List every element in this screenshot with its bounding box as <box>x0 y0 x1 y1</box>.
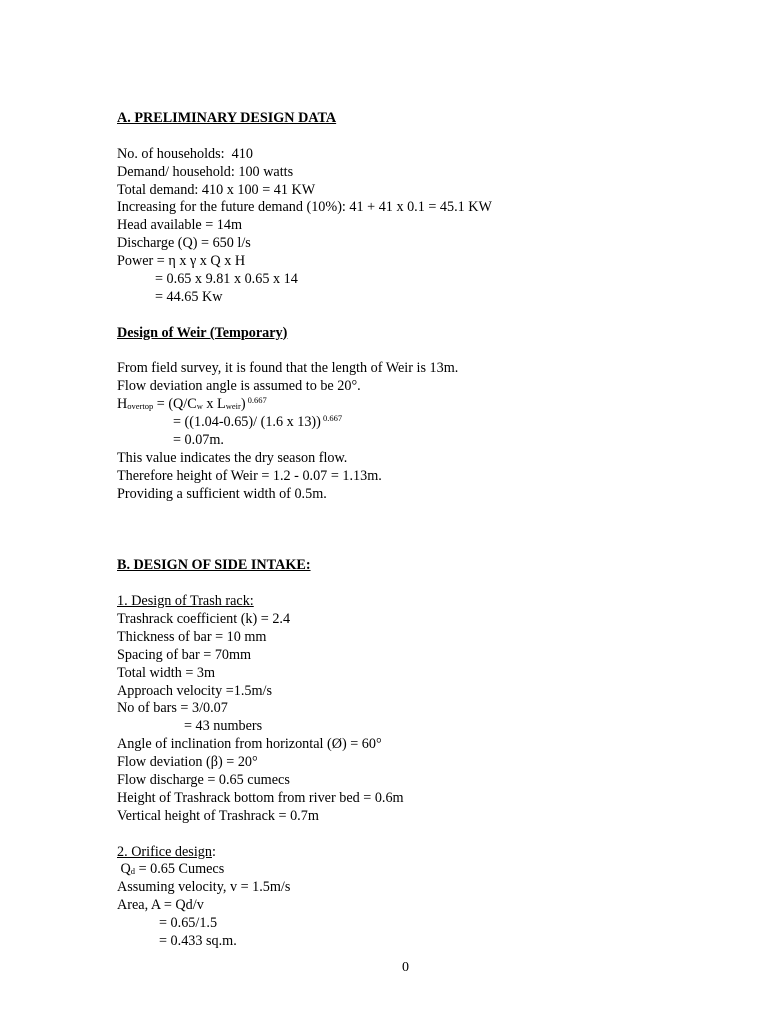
flow-discharge-line: Flow discharge = 0.65 cumecs <box>117 771 290 788</box>
total-demand-line: Total demand: 410 x 100 = 41 KW <box>117 181 316 198</box>
trashrack-bottom-height-line: Height of Trashrack bottom from river bed = 0.6m <box>117 789 404 806</box>
weir-deviation-line: Flow deviation angle is assumed to be 20°. <box>117 378 361 395</box>
section-b-heading: B. DESIGN OF SIDE INTAKE: <box>117 557 311 574</box>
power-formula-line: Power = η x γ x Q x H <box>117 253 246 270</box>
orifice-discharge-line: $Q_d = 0.65$ Cumecs <box>117 861 225 878</box>
demand-per-household-line: Demand/ household: 100 watts <box>117 163 294 180</box>
discharge-line: Discharge (Q) = 650 l/s <box>117 235 251 252</box>
trash-rack-heading: 1. Design of Trash rack: <box>117 593 254 610</box>
total-width-line: Total width = 3m <box>117 664 216 681</box>
page-number: 0 <box>402 960 409 975</box>
inclination-angle-line: Angle of inclination from horizontal (Ø) = 60° <box>117 736 382 753</box>
approach-velocity-line: Approach velocity =1.5m/s <box>117 682 272 699</box>
orifice-heading: 2. Orifice design: <box>117 843 216 860</box>
flow-deviation-line: Flow deviation (β) = 20° <box>117 754 258 771</box>
weir-heading: Design of Weir (Temporary) <box>117 324 288 341</box>
section-a-heading: A. PRELIMINARY DESIGN DATA <box>117 110 337 126</box>
power-calc-line: = 0.65 x 9.81 x 0.65 x 14 <box>155 271 298 288</box>
head-available-line: Head available = 14m <box>117 217 242 234</box>
document-page <box>117 110 737 951</box>
dry-season-line: This value indicates the dry season flow. <box>117 449 348 466</box>
bar-thickness-line: Thickness of bar = 10 mm <box>117 628 267 645</box>
trashrack-vertical-height-line: Vertical height of Trashrack = 0.7m <box>117 807 319 824</box>
area-calc-line: = 0.65/1.5 <box>159 915 218 932</box>
number-of-bars-line: No of bars = 3/0.07 <box>117 700 228 717</box>
assumed-velocity-line: Assuming velocity, v = 1.5m/s <box>117 879 291 896</box>
area-formula-line: Area, A = Qd/v <box>117 897 204 914</box>
overtop-result-line: = 0.07m. <box>173 432 224 449</box>
weir-survey-line: From field survey, it is found that the length of Weir is 13m. <box>117 360 459 377</box>
weir-height-line: Therefore height of Weir = 1.2 - 0.07 = 1.13m. <box>117 467 382 484</box>
trashrack-coefficient-line: Trashrack coefficient (k) = 2.4 <box>117 610 291 627</box>
overtop-calc-line: = ((1.04-0.65)/ (1.6 x 13)) $^{0.667}$ <box>173 413 343 431</box>
overtop-formula-line: $H_{overtop} = (Q/C_w$ x $L_{weir}$) $^{0.667}$ <box>117 395 267 413</box>
weir-width-line: Providing a sufficient width of 0.5m. <box>117 485 327 502</box>
bars-result-line: = 43 numbers <box>184 718 263 735</box>
households-line: No. of households: 410 <box>117 145 253 162</box>
future-demand-line: Increasing for the future demand (10%): 41 + 41 x 0.1 = 45.1 KW <box>117 199 492 216</box>
power-result-line: = 44.65 Kw <box>155 288 223 305</box>
area-result-line: = 0.433 sq.m. <box>159 932 237 949</box>
bar-spacing-line: Spacing of bar = 70mm <box>117 646 252 663</box>
